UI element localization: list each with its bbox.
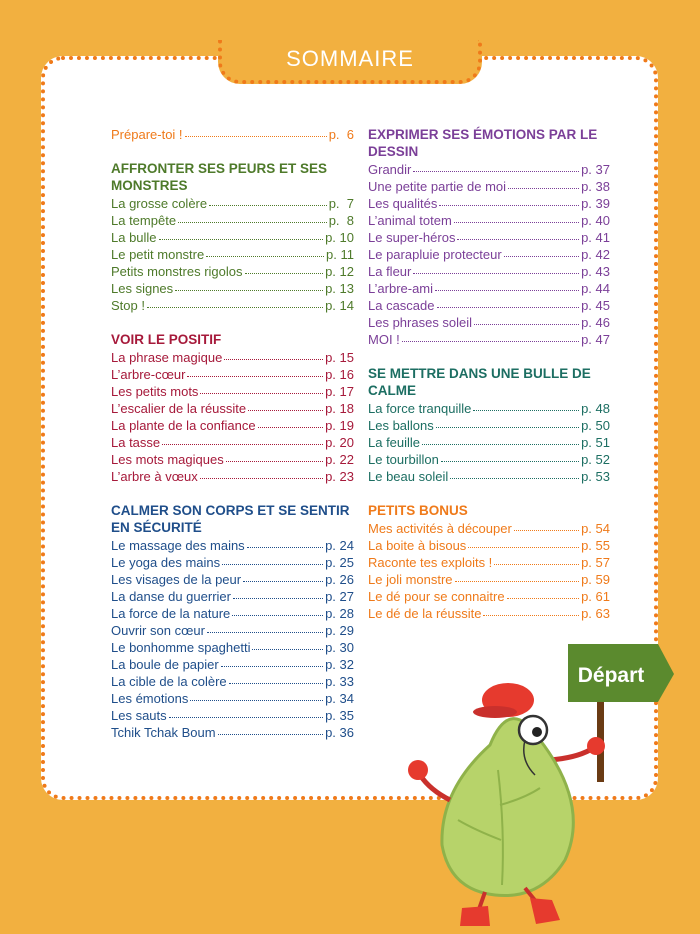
toc-entry-page: p. 33	[325, 674, 354, 689]
dot-leader	[221, 666, 323, 667]
right-boot	[530, 898, 560, 924]
toc-entry[interactable]	[111, 280, 354, 297]
toc-entry-label: La plante de la confiance	[111, 418, 256, 433]
toc-entry-label: Le super-héros	[368, 230, 456, 245]
dot-leader	[507, 598, 579, 599]
toc-entry-page: p. 51	[581, 435, 610, 450]
toc-entry-page: p. 43	[581, 264, 610, 279]
section-heading: PETITS BONUS	[368, 503, 468, 518]
dot-leader	[243, 581, 323, 582]
toc-entry-label: Le dé pour se connaitre	[368, 589, 505, 604]
toc-entry-page: p. 45	[581, 298, 610, 313]
toc-entry-page: p. 27	[325, 589, 354, 604]
toc-entry-label: Le beau soleil	[368, 469, 449, 484]
toc-entry-label: Le parapluie protecteur	[368, 247, 502, 262]
toc-entry-label: La cascade	[368, 298, 435, 313]
dot-leader	[185, 136, 327, 137]
toc-entry[interactable]	[368, 451, 610, 468]
toc-entry-label: La cible de la colère	[111, 674, 227, 689]
dot-leader	[229, 683, 323, 684]
toc-entry-page: p. 61	[581, 589, 610, 604]
toc-entry[interactable]	[111, 366, 354, 383]
toc-entry[interactable]	[111, 673, 354, 690]
toc-entry-label: Les petits mots	[111, 384, 199, 399]
dot-leader	[232, 615, 323, 616]
dot-leader	[457, 239, 579, 240]
toc-entry[interactable]	[111, 126, 354, 143]
toc-entry-page: p. 32	[325, 657, 354, 672]
dot-leader	[178, 222, 327, 223]
toc-entry-label: Petits monstres rigolos	[111, 264, 243, 279]
dot-leader	[200, 393, 323, 394]
dot-leader	[206, 256, 324, 257]
toc-entry-page: p. 12	[325, 264, 354, 279]
toc-entry-page: p. 18	[325, 401, 354, 416]
toc-entry[interactable]	[111, 639, 354, 656]
dot-leader	[441, 461, 579, 462]
toc-entry[interactable]	[368, 246, 610, 263]
dot-leader	[222, 564, 323, 565]
toc-entry[interactable]	[111, 622, 354, 639]
toc-entry-page: p. 52	[581, 452, 610, 467]
toc-entry-page: p. 29	[325, 623, 354, 638]
toc-entry[interactable]	[111, 400, 354, 417]
toc-entry[interactable]	[368, 417, 610, 434]
toc-entry-label: La fleur	[368, 264, 412, 279]
toc-entry[interactable]	[368, 161, 610, 178]
dot-leader	[247, 547, 323, 548]
dot-leader	[508, 188, 579, 189]
toc-entry[interactable]	[111, 383, 354, 400]
toc-entry-page: p. 41	[581, 230, 610, 245]
toc-entry[interactable]	[111, 571, 354, 588]
dot-leader	[402, 341, 579, 342]
pear-body	[442, 719, 573, 896]
toc-entry-label: Le joli monstre	[368, 572, 453, 587]
toc-entry-label: Mes activités à découper	[368, 521, 512, 536]
toc-entry[interactable]	[111, 263, 354, 280]
dot-leader	[245, 273, 324, 274]
toc-entry-label: L’arbre à vœux	[111, 469, 198, 484]
sign-text: Départ	[577, 664, 645, 687]
toc-entry-page: p. 16	[325, 367, 354, 382]
toc-entry[interactable]	[111, 605, 354, 622]
toc-entry-page: p. 24	[325, 538, 354, 553]
dot-leader	[159, 239, 324, 240]
dot-leader	[514, 530, 579, 531]
toc-entry[interactable]	[111, 229, 354, 246]
dot-leader	[207, 632, 323, 633]
toc-entry-page: p. 34	[325, 691, 354, 706]
toc-entry-label: La force de la nature	[111, 606, 231, 621]
toc-entry-label: L’arbre-cœur	[111, 367, 186, 382]
toc-entry[interactable]	[368, 314, 610, 331]
toc-entry-page: p. 53	[581, 469, 610, 484]
pear-mascot-illustration	[400, 600, 700, 934]
toc-entry[interactable]	[368, 520, 610, 537]
toc-entry-page: p. 38	[581, 179, 610, 194]
toc-entry-page: p. 10	[325, 230, 354, 245]
toc-entry[interactable]	[111, 537, 354, 554]
toc-entry[interactable]	[368, 434, 610, 451]
toc-entry-label: L’escalier de la réussite	[111, 401, 247, 416]
dot-leader	[169, 717, 323, 718]
toc-entry-label: Raconte tes exploits !	[368, 555, 493, 570]
toc-entry-page: p. 15	[325, 350, 354, 365]
toc-entry[interactable]	[368, 537, 610, 554]
toc-entry-label: Prépare-toi !	[111, 127, 183, 142]
toc-entry-label: Les mots magiques	[111, 452, 224, 467]
toc-entry-label: Tchik Tchak Boum	[111, 725, 216, 740]
toc-entry-page: p. 13	[325, 281, 354, 296]
toc-entry[interactable]	[368, 195, 610, 212]
dot-leader	[422, 444, 579, 445]
dot-leader	[473, 410, 579, 411]
right-glove-icon	[587, 737, 605, 755]
toc-entry-page: p. 28	[325, 606, 354, 621]
toc-entry-label: Grandir	[368, 162, 412, 177]
toc-entry-page: p. 6	[328, 127, 354, 142]
toc-entry-page: p. 39	[581, 196, 610, 211]
dot-leader	[200, 478, 323, 479]
toc-entry-page: p. 20	[325, 435, 354, 450]
dot-leader	[454, 222, 579, 223]
toc-entry-page: p. 47	[581, 332, 610, 347]
toc-entry[interactable]	[111, 656, 354, 673]
section-heading: CALMER SON CORPS ET SE SENTIR EN SÉCURITÉ	[111, 503, 350, 535]
toc-entry-label: Les signes	[111, 281, 174, 296]
toc-entry-label: Le massage des mains	[111, 538, 245, 553]
dot-leader	[258, 427, 324, 428]
toc-entry-label: Une petite partie de moi	[368, 179, 507, 194]
toc-entry-page: p. 42	[581, 247, 610, 262]
toc-entry-page: p. 55	[581, 538, 610, 553]
toc-entry-label: Les ballons	[368, 418, 434, 433]
toc-entry-label: La boite à bisous	[368, 538, 467, 553]
toc-entry-page: p. 57	[581, 555, 610, 570]
toc-entry-label: Stop !	[111, 298, 145, 313]
toc-entry[interactable]	[111, 588, 354, 605]
toc-entry-label: La force tranquille	[368, 401, 472, 416]
toc-entry[interactable]	[368, 400, 610, 417]
toc-entry-page: p. 36	[325, 725, 354, 740]
toc-section	[368, 126, 610, 348]
dot-leader	[252, 649, 323, 650]
toc-entry-page: p. 23	[325, 469, 354, 484]
toc-entry[interactable]	[368, 331, 610, 348]
toc-section	[111, 502, 354, 741]
toc-entry[interactable]	[111, 554, 354, 571]
toc-section	[111, 126, 354, 143]
section-heading: EXPRIMER SES ÉMOTIONS PAR LE DESSIN	[368, 127, 598, 159]
toc-entry-page: p. 19	[325, 418, 354, 433]
toc-entry[interactable]	[111, 690, 354, 707]
toc-entry-label: Ouvrir son cœur	[111, 623, 205, 638]
dot-leader	[494, 564, 579, 565]
toc-entry-page: p. 14	[325, 298, 354, 313]
toc-entry-label: La phrase magique	[111, 350, 223, 365]
toc-entry-page: p. 7	[328, 196, 354, 211]
left-glove-icon	[408, 760, 428, 780]
toc-entry-label: La bulle	[111, 230, 157, 245]
dot-leader	[436, 427, 579, 428]
dot-leader	[187, 376, 323, 377]
toc-entry-label: Les phrases soleil	[368, 315, 473, 330]
dot-leader	[504, 256, 579, 257]
toc-entry[interactable]	[111, 707, 354, 724]
dot-leader	[226, 461, 323, 462]
section-heading: SE METTRE DANS UNE BULLE DE CALME	[368, 366, 591, 398]
toc-entry-label: L’arbre-ami	[368, 281, 434, 296]
toc-entry-label: La grosse colère	[111, 196, 208, 211]
toc-entry[interactable]	[111, 297, 354, 314]
toc-entry-page: p. 48	[581, 401, 610, 416]
toc-entry[interactable]	[111, 246, 354, 263]
toc-entry-label: Le petit monstre	[111, 247, 205, 262]
toc-entry[interactable]	[368, 468, 610, 485]
dot-leader	[474, 324, 579, 325]
toc-section	[368, 365, 610, 485]
toc-entry-label: La tempête	[111, 213, 177, 228]
toc-entry-label: Le dé de la réussite	[368, 606, 482, 621]
left-boot	[460, 906, 490, 926]
toc-entry-page: p. 35	[325, 708, 354, 723]
toc-entry[interactable]	[368, 280, 610, 297]
toc-entry-page: p. 22	[325, 452, 354, 467]
toc-entry-label: Le tourbillon	[368, 452, 439, 467]
toc-entry-label: Les sauts	[111, 708, 167, 723]
toc-entry[interactable]	[111, 724, 354, 741]
toc-right-column	[368, 126, 610, 639]
dot-leader	[248, 410, 323, 411]
toc-left-column	[111, 126, 354, 758]
toc-entry-page: p. 59	[581, 572, 610, 587]
toc-entry-label: La danse du guerrier	[111, 589, 231, 604]
toc-entry-page: p. 17	[325, 384, 354, 399]
toc-entry[interactable]	[368, 178, 610, 195]
dot-leader	[435, 290, 579, 291]
dot-leader	[450, 478, 579, 479]
toc-entry[interactable]	[111, 451, 354, 468]
toc-entry-label: Le bonhomme spaghetti	[111, 640, 251, 655]
toc-entry-label: MOI !	[368, 332, 400, 347]
section-heading: AFFRONTER SES PEURS ET SES MONSTRES	[111, 161, 328, 193]
toc-entry-page: p. 30	[325, 640, 354, 655]
toc-entry-page: p. 63	[581, 606, 610, 621]
toc-entry[interactable]	[368, 297, 610, 314]
toc-entry-page: p. 25	[325, 555, 354, 570]
page-title: SOMMAIRE	[286, 46, 414, 71]
toc-entry-label: La feuille	[368, 435, 421, 450]
toc-entry[interactable]	[111, 349, 354, 366]
toc-entry-page: p. 8	[328, 213, 354, 228]
toc-entry-page: p. 40	[581, 213, 610, 228]
dot-leader	[233, 598, 323, 599]
toc-entry-label: L’animal totem	[368, 213, 452, 228]
toc-entry[interactable]	[368, 554, 610, 571]
toc-entry-page: p. 46	[581, 315, 610, 330]
toc-entry-label: Les émotions	[111, 691, 189, 706]
toc-entry-label: Le yoga des mains	[111, 555, 221, 570]
toc-entry-page: p. 50	[581, 418, 610, 433]
toc-entry[interactable]	[368, 571, 610, 588]
dot-leader	[147, 307, 323, 308]
toc-entry-page: p. 44	[581, 281, 610, 296]
dot-leader	[468, 547, 579, 548]
dot-leader	[455, 581, 580, 582]
toc-entry[interactable]	[368, 212, 610, 229]
toc-entry[interactable]	[111, 468, 354, 485]
dot-leader	[209, 205, 327, 206]
toc-entry-page: p. 54	[581, 521, 610, 536]
dot-leader	[218, 734, 324, 735]
toc-entry[interactable]	[368, 229, 610, 246]
toc-entry-label: Les qualités	[368, 196, 438, 211]
dot-leader	[413, 171, 579, 172]
toc-entry[interactable]	[111, 417, 354, 434]
toc-entry-label: Les visages de la peur	[111, 572, 242, 587]
dot-leader	[175, 290, 323, 291]
dot-leader	[437, 307, 580, 308]
toc-entry-label: La tasse	[111, 435, 161, 450]
toc-entry[interactable]	[368, 263, 610, 280]
toc-entry-page: p. 37	[581, 162, 610, 177]
toc-entry-page: p. 11	[326, 247, 354, 262]
toc-entry-page: p. 26	[325, 572, 354, 587]
toc-section	[111, 160, 354, 314]
dot-leader	[162, 444, 323, 445]
dot-leader	[190, 700, 323, 701]
toc-section	[111, 331, 354, 485]
toc-entry-label: La boule de papier	[111, 657, 219, 672]
dot-leader	[413, 273, 579, 274]
toc-entry[interactable]	[111, 212, 354, 229]
dot-leader	[224, 359, 323, 360]
dot-leader	[439, 205, 579, 206]
section-heading: VOIR LE POSITIF	[111, 332, 222, 347]
toc-entry[interactable]	[111, 195, 354, 212]
toc-entry[interactable]	[111, 434, 354, 451]
